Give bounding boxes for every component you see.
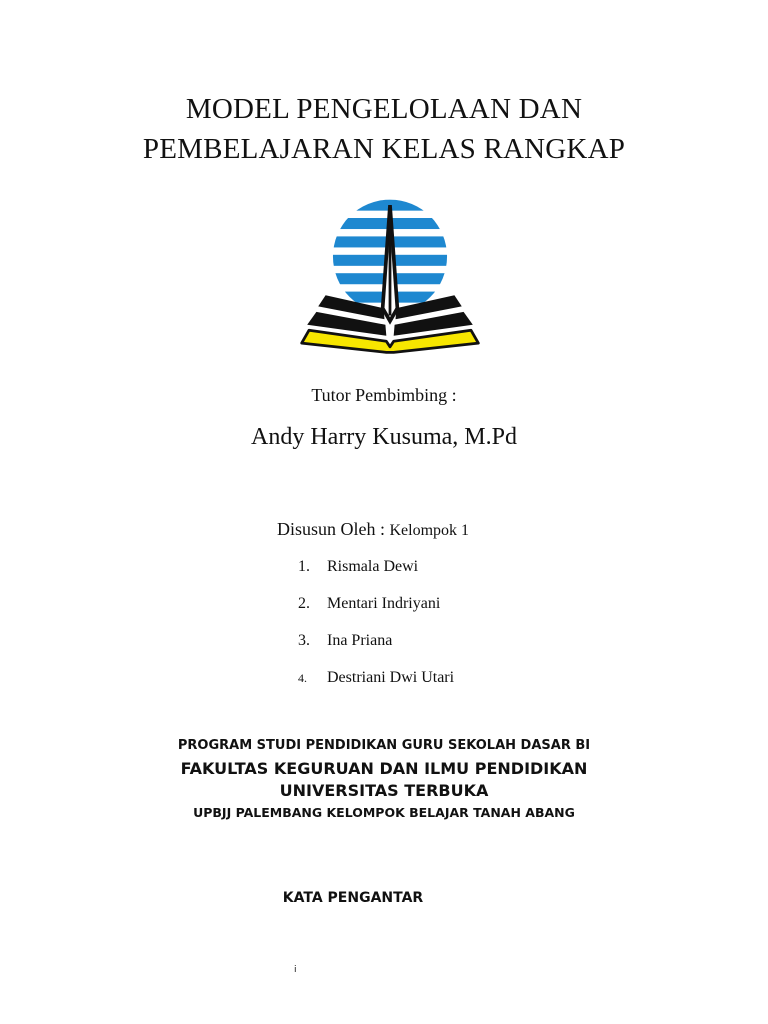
member-number: 3. bbox=[298, 632, 310, 649]
document-title-line-1: MODEL PENGELOLAAN DAN bbox=[185, 93, 583, 125]
member-number: 4. bbox=[298, 671, 307, 685]
member-name: Mentari Indriyani bbox=[327, 595, 441, 612]
learning-unit: UPBJJ PALEMBANG KELOMPOK BELAJAR TANAH ABANG bbox=[193, 805, 575, 820]
tutor-label: Tutor Pembimbing : bbox=[311, 385, 457, 405]
page-number: i bbox=[294, 965, 297, 975]
tutor-name: Andy Harry Kusuma, M.Pd bbox=[251, 424, 517, 450]
member-name: Destriani Dwi Utari bbox=[327, 669, 455, 686]
faculty-name: FAKULTAS KEGURUAN DAN ILMU PENDIDIKAN bbox=[180, 759, 588, 778]
group-name: Kelompok 1 bbox=[389, 522, 470, 539]
compiled-by-label: Disusun Oleh : bbox=[277, 519, 385, 539]
member-list-item bbox=[298, 595, 440, 613]
member-name: Rismala Dewi bbox=[327, 558, 419, 575]
member-number: 1. bbox=[298, 558, 310, 575]
compiled-by-line bbox=[277, 519, 469, 540]
member-list-item bbox=[298, 558, 418, 576]
section-heading: KATA PENGANTAR bbox=[282, 890, 424, 906]
member-list-item bbox=[298, 632, 392, 650]
document-title-line-2: PEMBELAJARAN KELAS RANGKAP bbox=[142, 133, 626, 165]
member-number: 2. bbox=[298, 595, 310, 612]
universitas-terbuka-logo bbox=[298, 172, 482, 356]
study-program: PROGRAM STUDI PENDIDIKAN GURU SEKOLAH DASAR BI bbox=[177, 738, 591, 753]
member-list-item bbox=[298, 669, 454, 687]
university-name: UNIVERSITAS TERBUKA bbox=[279, 781, 489, 800]
member-name: Ina Priana bbox=[327, 632, 393, 649]
